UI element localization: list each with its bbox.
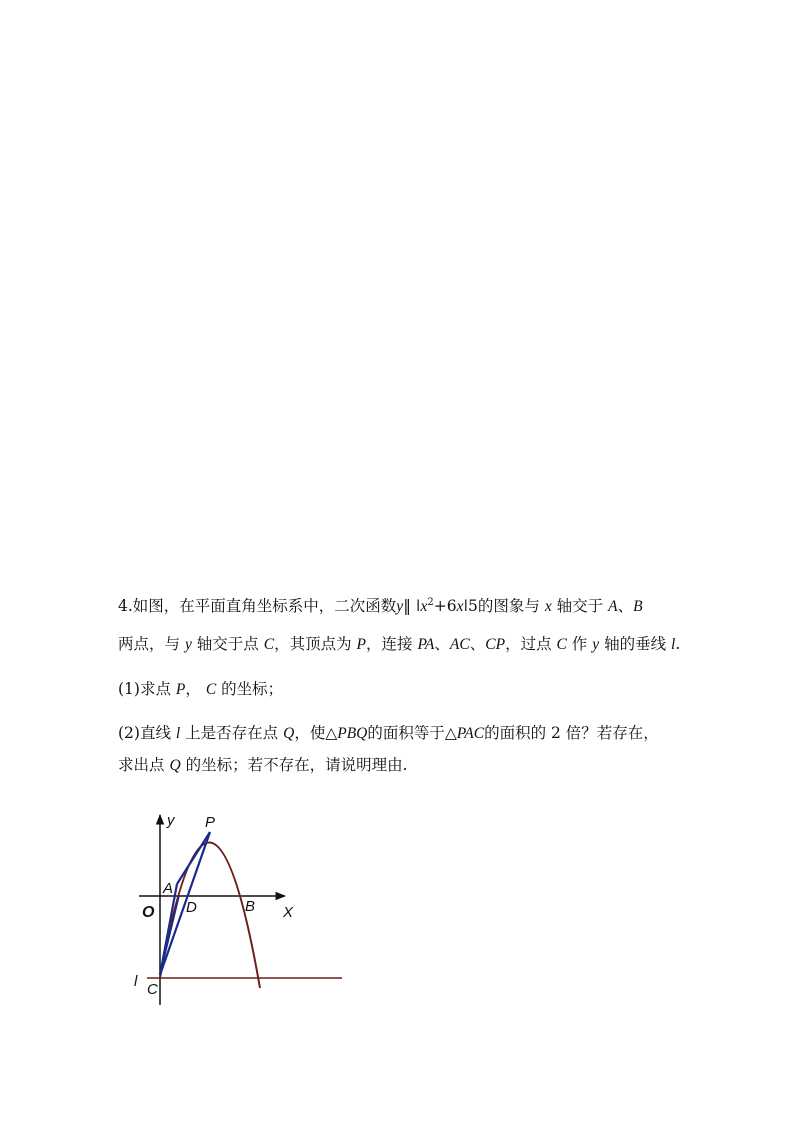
label-l: l — [134, 973, 138, 990]
var-y: y — [592, 636, 600, 653]
var-x: x — [544, 598, 552, 615]
label-d: D — [186, 899, 197, 916]
label-a: A — [163, 880, 174, 897]
point-q: Q — [169, 757, 181, 774]
text-segment: 作 — [571, 635, 588, 653]
line-l: l — [671, 636, 676, 653]
text-segment: 的面积等于△ — [367, 724, 457, 742]
point-a: A — [608, 598, 618, 615]
segment-pa: PA — [417, 636, 435, 653]
var-y: y — [396, 598, 404, 615]
text-segment: . — [675, 635, 681, 653]
point-c: C — [556, 636, 567, 653]
triangle-pac: PAC — [456, 725, 485, 742]
text-segment: (1)求点 — [118, 680, 171, 698]
point-p: P — [356, 636, 366, 653]
exponent: 2 — [427, 597, 434, 608]
text-segment: ，其顶点为 — [274, 635, 352, 653]
text-segment: 求出点 — [118, 756, 165, 774]
var-x: x — [420, 598, 428, 615]
label-y: y — [167, 812, 175, 829]
point-b: B — [633, 598, 643, 615]
point-p: P — [175, 681, 186, 698]
text-segment: 上是否存在点 — [185, 724, 279, 742]
garbled-symbol: ‖ ǀ — [403, 597, 421, 615]
text-segment: 两点，与 — [118, 635, 181, 653]
point-c: C — [263, 636, 275, 653]
text-segment: 轴的垂线 — [604, 635, 667, 653]
text-segment: 的面积的 2 倍？若存在， — [484, 724, 659, 742]
text-segment: ，连接 — [366, 635, 413, 653]
text-segment: ，过点 — [505, 635, 552, 653]
text-segment: 轴交于点 — [196, 635, 259, 653]
var-x: x — [456, 598, 464, 615]
text-segment: ， — [185, 680, 201, 698]
text-segment: 、 — [469, 635, 486, 653]
text-segment: (2)直线 — [118, 724, 171, 742]
text-segment: 的坐标； — [221, 680, 284, 698]
label-x: X — [283, 904, 294, 921]
label-p: P — [205, 814, 216, 831]
parabola-figure — [125, 805, 355, 1010]
point-c: C — [205, 681, 217, 698]
problem-line-1 — [118, 596, 718, 617]
text-segment: 4.如图，在平面直角坐标系中，二次函数 — [118, 597, 397, 615]
label-o: O — [142, 904, 155, 921]
question-2 — [118, 723, 718, 744]
problem-line-2 — [118, 634, 718, 655]
question-2-continued — [118, 755, 718, 776]
var-y: y — [184, 636, 192, 653]
triangle-pbq: PBQ — [337, 725, 368, 742]
text-segment: 、 — [434, 635, 450, 653]
label-b: B — [245, 898, 256, 915]
text-segment: +6 — [433, 597, 457, 615]
garbled-symbol: ǀ5 — [463, 597, 478, 615]
segment-cp: CP — [485, 636, 506, 653]
segment-cp — [160, 832, 210, 975]
text-segment: 的图象与 — [477, 597, 540, 615]
text-segment: 轴交于 — [556, 597, 604, 615]
label-c: C — [147, 981, 158, 998]
question-1 — [118, 679, 718, 700]
text-segment: ，使△ — [294, 724, 338, 742]
text-segment: 的坐标；若不存在，请说明理由. — [185, 756, 408, 774]
point-q: Q — [283, 725, 295, 742]
segment-aux — [160, 896, 179, 975]
line-l: l — [175, 725, 181, 742]
segment-ac: AC — [449, 636, 470, 653]
text-segment: 、 — [617, 597, 634, 615]
